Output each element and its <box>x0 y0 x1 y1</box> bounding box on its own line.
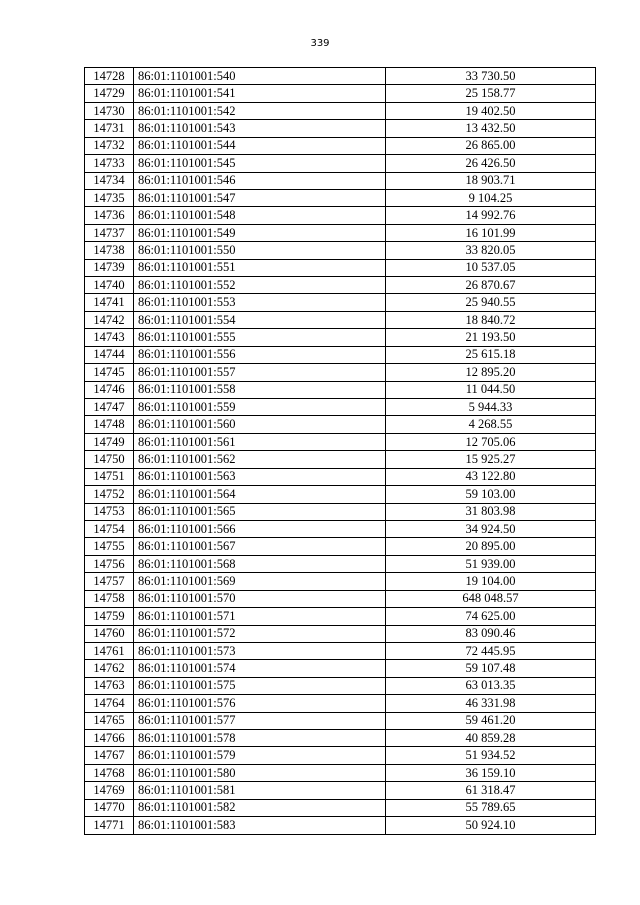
row-number: 14748 <box>85 416 134 433</box>
cadastral-number: 86:01:1101001:555 <box>134 329 386 346</box>
table-row <box>85 346 596 363</box>
cadastral-number: 86:01:1101001:581 <box>134 782 386 799</box>
cadastral-number: 86:01:1101001:542 <box>134 102 386 119</box>
cadastral-number: 86:01:1101001:556 <box>134 346 386 363</box>
cadastral-number: 86:01:1101001:569 <box>134 573 386 590</box>
row-number: 14761 <box>85 642 134 659</box>
cadastral-number: 86:01:1101001:578 <box>134 730 386 747</box>
table-row <box>85 381 596 398</box>
cadastral-number: 86:01:1101001:572 <box>134 625 386 642</box>
table-row <box>85 433 596 450</box>
cadastral-number: 86:01:1101001:557 <box>134 364 386 381</box>
table-row <box>85 399 596 416</box>
row-number: 14728 <box>85 68 134 85</box>
cadastral-number: 86:01:1101001:575 <box>134 677 386 694</box>
cadastral-value: 63 013.35 <box>386 677 596 694</box>
cadastral-number: 86:01:1101001:550 <box>134 242 386 259</box>
table-row <box>85 486 596 503</box>
table-row <box>85 259 596 276</box>
cadastral-number: 86:01:1101001:571 <box>134 608 386 625</box>
cadastral-value: 20 895.00 <box>386 538 596 555</box>
table-row <box>85 695 596 712</box>
table-row <box>85 137 596 154</box>
cadastral-value: 25 158.77 <box>386 85 596 102</box>
cadastral-number: 86:01:1101001:561 <box>134 433 386 450</box>
table-row <box>85 172 596 189</box>
cadastral-value: 25 940.55 <box>386 294 596 311</box>
cadastral-value: 59 461.20 <box>386 712 596 729</box>
cadastral-number: 86:01:1101001:566 <box>134 520 386 537</box>
cadastral-value: 12 705.06 <box>386 433 596 450</box>
row-number: 14766 <box>85 730 134 747</box>
row-number: 14750 <box>85 451 134 468</box>
row-number: 14730 <box>85 102 134 119</box>
cadastral-number: 86:01:1101001:549 <box>134 224 386 241</box>
table-row <box>85 189 596 206</box>
row-number: 14753 <box>85 503 134 520</box>
row-number: 14749 <box>85 433 134 450</box>
cadastral-value: 13 432.50 <box>386 120 596 137</box>
row-number: 14739 <box>85 259 134 276</box>
table-row <box>85 364 596 381</box>
row-number: 14752 <box>85 486 134 503</box>
cadastral-number: 86:01:1101001:564 <box>134 486 386 503</box>
table-row <box>85 660 596 677</box>
table-row <box>85 155 596 172</box>
cadastral-number: 86:01:1101001:554 <box>134 311 386 328</box>
table-row <box>85 608 596 625</box>
cadastral-number: 86:01:1101001:567 <box>134 538 386 555</box>
row-number: 14746 <box>85 381 134 398</box>
cadastral-number: 86:01:1101001:560 <box>134 416 386 433</box>
cadastral-value: 18 903.71 <box>386 172 596 189</box>
cadastral-number: 86:01:1101001:553 <box>134 294 386 311</box>
row-number: 14768 <box>85 764 134 781</box>
cadastral-table <box>84 67 596 835</box>
table-row <box>85 747 596 764</box>
row-number: 14751 <box>85 468 134 485</box>
cadastral-number: 86:01:1101001:562 <box>134 451 386 468</box>
cadastral-value: 5 944.33 <box>386 399 596 416</box>
cadastral-value: 11 044.50 <box>386 381 596 398</box>
cadastral-number: 86:01:1101001:546 <box>134 172 386 189</box>
cadastral-value: 33 730.50 <box>386 68 596 85</box>
table-row <box>85 677 596 694</box>
cadastral-number: 86:01:1101001:576 <box>134 695 386 712</box>
cadastral-value: 40 859.28 <box>386 730 596 747</box>
cadastral-value: 12 895.20 <box>386 364 596 381</box>
table-row <box>85 782 596 799</box>
cadastral-value: 16 101.99 <box>386 224 596 241</box>
table-row <box>85 68 596 85</box>
row-number: 14743 <box>85 329 134 346</box>
cadastral-value: 14 992.76 <box>386 207 596 224</box>
cadastral-number: 86:01:1101001:540 <box>134 68 386 85</box>
cadastral-number: 86:01:1101001:568 <box>134 555 386 572</box>
cadastral-number: 86:01:1101001:547 <box>134 189 386 206</box>
cadastral-value: 34 924.50 <box>386 520 596 537</box>
row-number: 14745 <box>85 364 134 381</box>
cadastral-value: 51 939.00 <box>386 555 596 572</box>
row-number: 14742 <box>85 311 134 328</box>
row-number: 14757 <box>85 573 134 590</box>
cadastral-number: 86:01:1101001:570 <box>134 590 386 607</box>
cadastral-number: 86:01:1101001:545 <box>134 155 386 172</box>
cadastral-value: 55 789.65 <box>386 799 596 816</box>
row-number: 14762 <box>85 660 134 677</box>
cadastral-number: 86:01:1101001:580 <box>134 764 386 781</box>
table-row <box>85 520 596 537</box>
cadastral-number: 86:01:1101001:579 <box>134 747 386 764</box>
row-number: 14765 <box>85 712 134 729</box>
cadastral-value: 61 318.47 <box>386 782 596 799</box>
table-row <box>85 224 596 241</box>
cadastral-value: 26 426.50 <box>386 155 596 172</box>
table-row <box>85 207 596 224</box>
row-number: 14763 <box>85 677 134 694</box>
row-number: 14737 <box>85 224 134 241</box>
table-row <box>85 468 596 485</box>
table-row <box>85 625 596 642</box>
page-number: 339 <box>310 38 330 49</box>
row-number: 14771 <box>85 817 134 834</box>
cadastral-value: 26 870.67 <box>386 277 596 294</box>
cadastral-value: 59 103.00 <box>386 486 596 503</box>
cadastral-value: 83 090.46 <box>386 625 596 642</box>
table-row <box>85 242 596 259</box>
cadastral-number: 86:01:1101001:583 <box>134 817 386 834</box>
cadastral-value: 50 924.10 <box>386 817 596 834</box>
cadastral-number: 86:01:1101001:541 <box>134 85 386 102</box>
cadastral-number: 86:01:1101001:565 <box>134 503 386 520</box>
cadastral-value: 33 820.05 <box>386 242 596 259</box>
cadastral-number: 86:01:1101001:582 <box>134 799 386 816</box>
table-row <box>85 451 596 468</box>
cadastral-number: 86:01:1101001:552 <box>134 277 386 294</box>
row-number: 14760 <box>85 625 134 642</box>
table-row <box>85 311 596 328</box>
table-row <box>85 555 596 572</box>
cadastral-value: 26 865.00 <box>386 137 596 154</box>
table-row <box>85 764 596 781</box>
table-row <box>85 730 596 747</box>
row-number: 14736 <box>85 207 134 224</box>
cadastral-number: 86:01:1101001:558 <box>134 381 386 398</box>
row-number: 14764 <box>85 695 134 712</box>
row-number: 14769 <box>85 782 134 799</box>
row-number: 14733 <box>85 155 134 172</box>
cadastral-value: 43 122.80 <box>386 468 596 485</box>
table-row <box>85 712 596 729</box>
table-row <box>85 120 596 137</box>
table-row <box>85 642 596 659</box>
row-number: 14747 <box>85 399 134 416</box>
table-row <box>85 85 596 102</box>
cadastral-value: 10 537.05 <box>386 259 596 276</box>
table-row <box>85 294 596 311</box>
row-number: 14735 <box>85 189 134 206</box>
table-row <box>85 573 596 590</box>
cadastral-value: 19 402.50 <box>386 102 596 119</box>
cadastral-value: 4 268.55 <box>386 416 596 433</box>
table-body <box>85 68 596 835</box>
row-number: 14755 <box>85 538 134 555</box>
cadastral-value: 19 104.00 <box>386 573 596 590</box>
row-number: 14770 <box>85 799 134 816</box>
row-number: 14767 <box>85 747 134 764</box>
table-row <box>85 538 596 555</box>
cadastral-value: 74 625.00 <box>386 608 596 625</box>
cadastral-value: 15 925.27 <box>386 451 596 468</box>
cadastral-value: 36 159.10 <box>386 764 596 781</box>
cadastral-value: 72 445.95 <box>386 642 596 659</box>
row-number: 14731 <box>85 120 134 137</box>
row-number: 14741 <box>85 294 134 311</box>
table-row <box>85 277 596 294</box>
row-number: 14738 <box>85 242 134 259</box>
cadastral-number: 86:01:1101001:563 <box>134 468 386 485</box>
row-number: 14759 <box>85 608 134 625</box>
cadastral-value: 21 193.50 <box>386 329 596 346</box>
table-row <box>85 102 596 119</box>
row-number: 14756 <box>85 555 134 572</box>
cadastral-value: 9 104.25 <box>386 189 596 206</box>
cadastral-value: 59 107.48 <box>386 660 596 677</box>
cadastral-value: 51 934.52 <box>386 747 596 764</box>
cadastral-number: 86:01:1101001:551 <box>134 259 386 276</box>
cadastral-value: 18 840.72 <box>386 311 596 328</box>
table-row <box>85 416 596 433</box>
row-number: 14744 <box>85 346 134 363</box>
table-row <box>85 503 596 520</box>
table-row <box>85 329 596 346</box>
cadastral-value: 46 331.98 <box>386 695 596 712</box>
cadastral-number: 86:01:1101001:573 <box>134 642 386 659</box>
cadastral-number: 86:01:1101001:544 <box>134 137 386 154</box>
cadastral-value: 648 048.57 <box>386 590 596 607</box>
row-number: 14754 <box>85 520 134 537</box>
row-number: 14740 <box>85 277 134 294</box>
cadastral-value: 31 803.98 <box>386 503 596 520</box>
row-number: 14729 <box>85 85 134 102</box>
table-row <box>85 799 596 816</box>
row-number: 14758 <box>85 590 134 607</box>
table-row <box>85 817 596 834</box>
cadastral-number: 86:01:1101001:574 <box>134 660 386 677</box>
cadastral-number: 86:01:1101001:543 <box>134 120 386 137</box>
cadastral-number: 86:01:1101001:577 <box>134 712 386 729</box>
cadastral-value: 25 615.18 <box>386 346 596 363</box>
row-number: 14732 <box>85 137 134 154</box>
cadastral-number: 86:01:1101001:559 <box>134 399 386 416</box>
table-row <box>85 590 596 607</box>
row-number: 14734 <box>85 172 134 189</box>
cadastral-number: 86:01:1101001:548 <box>134 207 386 224</box>
